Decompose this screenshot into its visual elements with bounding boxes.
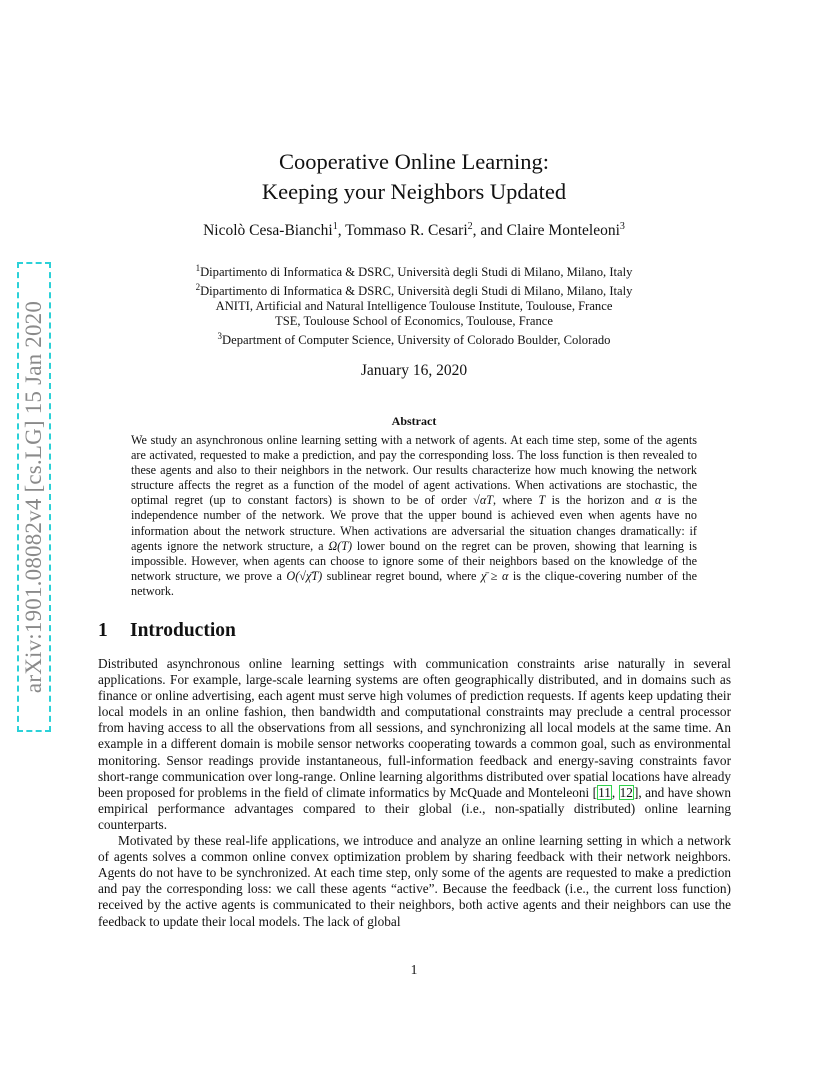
affil-text: Department of Computer Science, University of Colorado Boulder, Colorado	[222, 333, 611, 348]
paragraph: Motivated by these real-life applications, we introduce and analyze an online learning setting in which a network of agents solves a common online convex optimization problem by sharing feedback with their network neighbors. Agents do not have to be synchronized. At each time step, only some of the agents are requested to make a prediction and pay the corresponding loss: we call these agents “active”. Because the feedback (i.e., the current loss function) received by the active agents is communicated to their neighbors, both active agents and their neighbors can use the feedback to update their local models. The lack of global	[98, 833, 731, 929]
affil-mark: 1	[195, 263, 201, 273]
affiliation-line	[0, 280, 828, 299]
author-name: Tommaso R. Cesari	[345, 222, 468, 240]
affiliation-line	[0, 261, 828, 280]
author-affil-mark: 2	[467, 221, 473, 232]
section-number: 1	[98, 620, 108, 641]
abstract-text: , where	[493, 493, 539, 508]
paper-title	[0, 147, 828, 207]
paragraph-text: ], and have shown empirical performance advantages compared to their global (i.e., non-spatially distributed) online learning counterparts.	[98, 784, 731, 832]
abstract-text: lower bound on the regret can be proven, showing that learning is impossible. However, when agents can choose to ignore some of their neighbors based on the knowledge of the network structure, we prove a	[131, 538, 697, 583]
title-line-2: Keeping your Neighbors Updated	[261, 179, 567, 204]
affil-text: Dipartimento di Informatica & DSRC, Università degli Studi di Milano, Milano, Italy	[200, 265, 633, 280]
affil-mark: 3	[217, 331, 223, 342]
abstract-math: χ̄ ≥ α	[480, 568, 509, 583]
abstract-text: We study an asynchronous online learning setting with a network of agents. At each time step, some of the agents are activated, requested to make a prediction, and pay the corresponding loss. The loss function is then revealed to these agents and also to their neighbors in the network. Our results characterize how much knowing the network structure affects the regret as a function of the model of agent activations. When activations are stochastic, the optimal regret (up to constant factors) is shown to be of order	[131, 433, 697, 508]
section-body	[98, 656, 731, 930]
affiliation-line	[0, 329, 828, 348]
paragraph	[98, 656, 731, 833]
affil-mark: 2	[195, 282, 201, 293]
abstract-math: α	[654, 493, 662, 508]
abstract-math: O(√χ̄T)	[286, 568, 323, 583]
affiliations	[0, 261, 828, 349]
affiliation-line: TSE, Toulouse School of Economics, Toulouse, France	[275, 314, 553, 329]
citation-link[interactable]: 11	[598, 784, 611, 800]
abstract-math: T	[538, 493, 546, 508]
abstract-body	[131, 433, 697, 599]
abstract-math: √αT	[473, 493, 494, 508]
abstract-math: Ω(T)	[328, 538, 353, 553]
abstract-text: is the horizon and	[545, 493, 655, 508]
abstract-heading: Abstract	[391, 414, 437, 428]
author-list	[0, 221, 828, 240]
section-heading	[98, 620, 236, 642]
abstract-text: is the independence number of the network. We prove that the upper bound is achieved even when agents have no information about the network structure. When activations are adversarial the situation changes dramatically: if agents ignore the network structure, a	[131, 493, 697, 553]
abstract-text: sublinear regret bound, where	[322, 568, 481, 583]
paragraph-text: Distributed asynchronous online learning settings with communication constraints arise naturally in several applications. For example, large-scale learning systems are often geographically distributed, and in domains such as finance or online advertising, each agent must serve high volumes of prediction requests. If agents keep updating their local models in an online fashion, then bandwidth and computational constraints may preclude a central processor from having access to all the observations from all sessions, and synchronizing all local models at the same time. An example in a different domain is mobile sensor networks cooperating towards a common goal, such as environmental monitoring. Sensor readings provide instantaneous, full-information feedback and energy-saving constraints favor short-range communication over long-range. Online learning algorithms distributed over spatial locations have already been proposed for problems in the field of climate informatics by McQuade and Monteleoni [	[98, 656, 731, 800]
paragraph-text: ,	[611, 784, 619, 800]
author-name: Nicolò Cesa-Bianchi	[203, 222, 333, 240]
author-separator: ,	[337, 222, 346, 240]
section-title: Introduction	[130, 620, 236, 641]
title-line-1: Cooperative Online Learning:	[279, 149, 549, 174]
citation-link[interactable]: 12	[619, 784, 633, 800]
author-affil-mark: 3	[619, 221, 625, 232]
publication-date: January 16, 2020	[360, 362, 468, 379]
arxiv-id[interactable]: arXiv:1901.08082v4 [cs.LG] 15 Jan 2020	[21, 300, 46, 694]
affiliation-line: ANITI, Artificial and Natural Intelligence Toulouse Institute, Toulouse, France	[215, 299, 613, 314]
author-name: Claire Monteleoni	[506, 222, 620, 240]
affil-text: Dipartimento di Informatica & DSRC, Università degli Studi di Milano, Milano, Italy	[200, 284, 633, 299]
author-separator: , and	[472, 222, 507, 240]
abstract-text: is the clique-covering number of the network.	[131, 568, 698, 598]
author-affil-mark: 1	[332, 221, 338, 232]
page-number: 1	[410, 962, 418, 977]
